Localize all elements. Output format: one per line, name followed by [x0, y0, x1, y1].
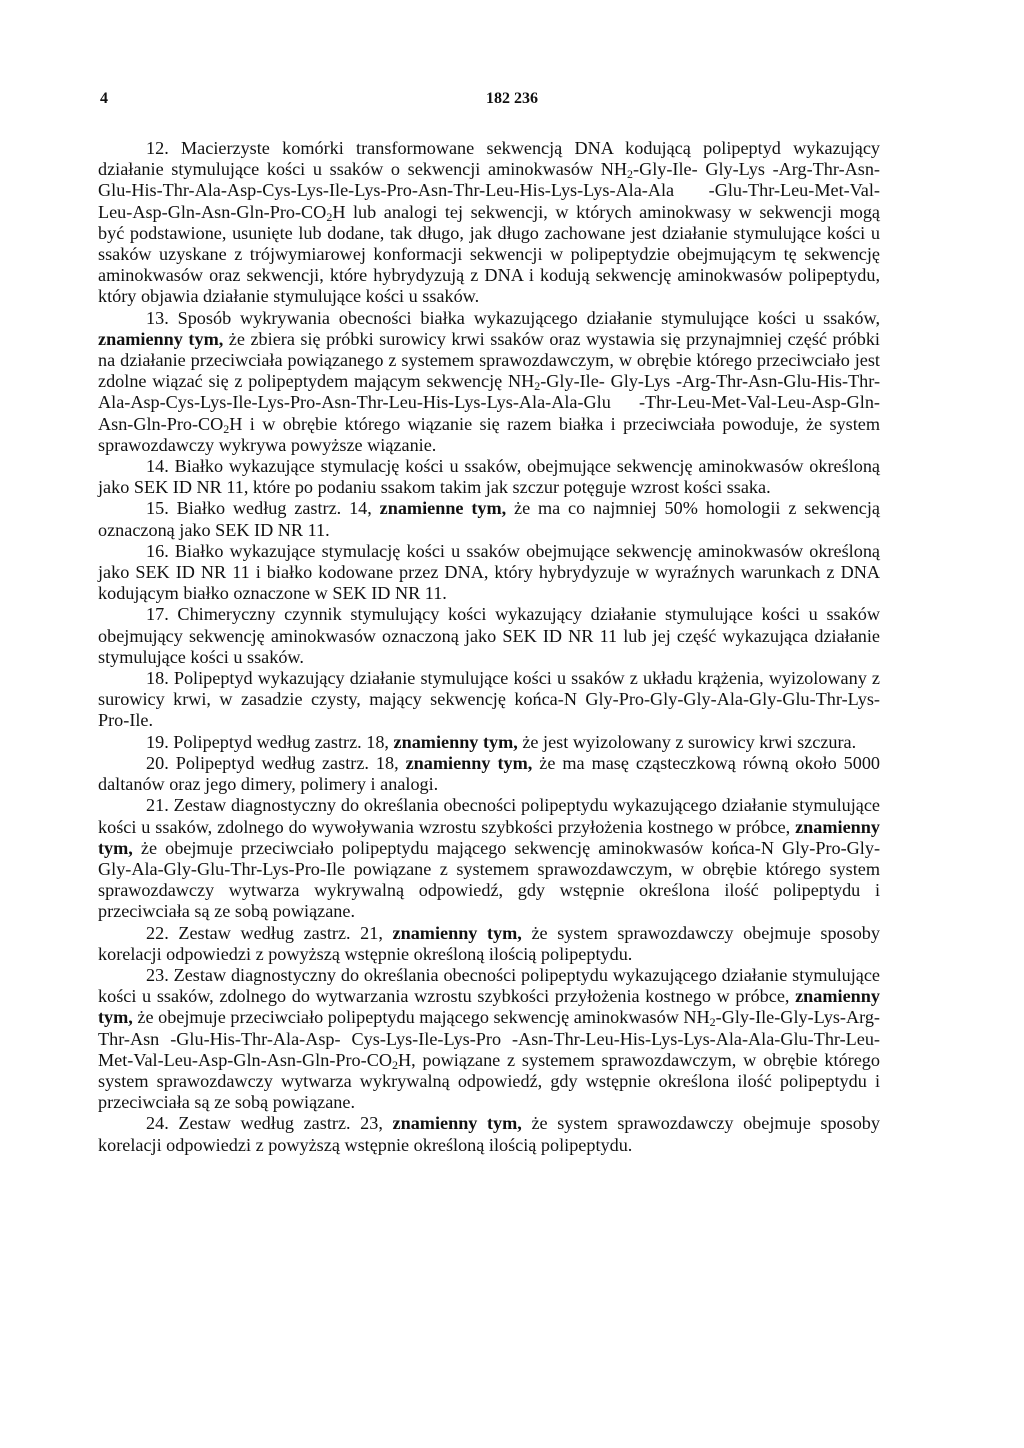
claim-21: [98, 795, 880, 922]
claim-16: [98, 541, 880, 605]
claim-text: 15. Białko według zastrz. 14,: [146, 498, 380, 519]
claim-keyword: znamienny tym,: [392, 1113, 522, 1134]
claim-text: 22. Zestaw według zastrz. 21,: [146, 922, 393, 943]
claim-keyword: znamienny tym,: [392, 922, 522, 943]
claim-text: 16. Białko wykazujące stymulację kości u ssaków obejmujące sekwencję aminokwasów określoną jako SEK ID NR 11 i białko kodowane przez DNA, który hybrydyzuje w wyraźnych warunkach z DNA kodującym białko oznaczone w SEK ID NR 11.: [98, 540, 880, 604]
claim-17: [98, 604, 880, 668]
claim-14: [98, 456, 880, 498]
claim-text: H i w obrębie którego wiązanie się razem białka i przeciwciała powoduje, że system sprawozdawczy wykrywa powyższe wiązanie.: [98, 413, 880, 455]
page-header: [0, 90, 1024, 114]
claim-20: [98, 753, 880, 795]
claim-text: H, powiązane z systemem sprawozdawczym, w obrębie którego system sprawozdawczy wytwarza wykrywalną odpowiedź, gdy wstępnie określona ilość polipeptydu i przeciwciała są ze sobą powiązane.: [98, 1049, 880, 1113]
subscript: 2: [223, 421, 230, 436]
subscript: 2: [709, 1015, 716, 1030]
claim-text: 19. Polipeptyd według zastrz. 18,: [146, 731, 394, 752]
claim-18: [98, 668, 880, 732]
claim-keyword: znamienny tym,: [98, 986, 880, 1028]
claim-keyword: znamienne tym,: [379, 498, 507, 519]
claim-text: 20. Polipeptyd według zastrz. 18,: [146, 752, 406, 773]
claim-text: 21. Zestaw diagnostyczny do określania obecności polipeptydu wykazującego działanie stymulujące kości u ssaków, zdolnego do wywoływania wzrostu szybkości przyłożenia kostnego w próbce,: [98, 795, 880, 837]
claim-text: -Gly-Ile- Gly-Lys -Arg-Thr-Asn-Glu-His-Thr-Ala-Asp-Cys-Lys-Ile-Lys-Pro-Asn-Thr-Leu-His-Lys-Lys-Ala-Ala -Glu-Thr-Leu-Met-Val-Leu-Asp-Gln-Asn-Gln-Pro-CO: [98, 159, 880, 222]
claim-text: H lub analogi tej sekwencji, w których aminokwasy w sekwencji mogą być podstawione, usunięte lub dodane, tak długo, jak długo zachowane jest działanie stymulujące kości u ssaków uzyskane z trójwymiarowej konformacji sekwencji w polipeptydzie obejmującym tę sekwencję aminokwasów oraz sekwencji, które hybrydyzują z DNA i kodują sekwencję aminokwasów polipeptydu, który objawia działanie stymulujące kości u ssaków.: [98, 201, 880, 307]
document-number: 182 236: [486, 90, 538, 107]
claim-text: że ma masę cząsteczkową równą około 5000 daltanów oraz jego dimery, polimery i analogi.: [98, 752, 881, 795]
claim-text: że obejmuje przeciwciało polipeptydu mającego sekwencję aminokwasów NH: [132, 1007, 710, 1028]
page-number: 4: [100, 90, 108, 107]
claim-text: 18. Polipeptyd wykazujący działanie stymulujące kości u ssaków z układu krążenia, wyizolowany z surowicy krwi, w zasadzie czysty, mający sekwencję końca-N Gly-Pro-Gly-Gly-Ala-Gly-Glu-Thr-Lys-Pro-Ile.: [98, 668, 880, 731]
claim-keyword: znamienny tym,: [98, 328, 224, 349]
subscript: 2: [627, 167, 634, 182]
claim-text: 23. Zestaw diagnostyczny do określania obecności polipeptydu wykazującego działanie stymulujące kości u ssaków, zdolnego do wytwarzania wzrostu szybkości przyłożenia kostnego w próbce,: [98, 964, 880, 1007]
claim-24: [98, 1113, 880, 1155]
claim-12: [98, 138, 880, 308]
claim-text: że system sprawozdawczy obejmuje sposoby korelacji odpowiedzi z powyższą wstępnie określoną ilością polipeptydu.: [98, 1113, 880, 1155]
claim-13: [98, 308, 880, 456]
claim-text: że zbiera się próbki surowicy krwi ssaków oraz wystawia się przynajmniej część próbki na działanie przeciwciała powiązanego z systemem sprawozdawczym, w obrębie którego przeciwciało jest zdolne wiązać się z polipeptydem mającym sekwencję NH: [98, 328, 880, 392]
claims-body: [98, 138, 880, 1156]
claim-22: [98, 923, 880, 965]
claim-keyword: znamienny tym,: [98, 816, 880, 858]
claim-text: że ma co najmniej 50% homologii z sekwencją oznaczoną jako SEK ID NR 11.: [98, 498, 880, 540]
claim-text: 17. Chimeryczny czynnik stymulujący kości wykazujący działanie stymulujące kości u ssaków obejmujący sekwencję aminokwasów oznaczoną jako SEK ID NR 11 lub jej część wykazująca działanie stymulujące kości u ssaków.: [98, 604, 880, 667]
claim-text: że jest wyizolowany z surowicy krwi szczura.: [517, 731, 857, 752]
subscript: 2: [534, 379, 541, 394]
claim-text: że obejmuje przeciwciało polipeptydu mającego sekwencję aminokwasów końca-N Gly-Pro-Gly-Gly-Ala-Gly-Glu-Thr-Lys-Pro-Ile powiązane z systemem sprawozdawczym, w obrębie którego system sprawozdawczy wytwarza wykrywalną odpowiedź, gdy wstępnie określona ilość polipeptydu i przeciwciała są ze sobą powiązane.: [98, 837, 880, 922]
claim-text: 14. Białko wykazujące stymulację kości u ssaków, obejmujące sekwencję aminokwasów określoną jako SEK ID NR 11, które po podaniu ssakom takim jak szczur potęguje wzrost kości ssaka.: [98, 456, 880, 498]
claim-keyword: znamienny tym,: [393, 731, 518, 752]
claim-text: -Gly-Ile- Gly-Lys -Arg-Thr-Asn-Glu-His-Thr-Ala-Asp-Cys-Lys-Ile-Lys-Pro-Asn-Thr-Leu-His-Lys-Lys-Ala-Ala-Glu -Thr-Leu-Met-Val-Leu-Asp-Gln-Asn-Gln-Pro-CO: [98, 371, 880, 434]
subscript: 2: [326, 209, 333, 224]
claim-15: [98, 498, 880, 540]
claim-keyword: znamienny tym,: [405, 752, 533, 773]
claim-text: że system sprawozdawczy obejmuje sposoby korelacji odpowiedzi z powyższą wstępnie określoną ilością polipeptydu.: [98, 922, 880, 964]
claim-19: [98, 732, 880, 753]
claim-23: [98, 965, 880, 1113]
claim-text: 12. Macierzyste komórki transformowane sekwencją DNA kodującą polipeptyd wykazujący działanie stymulujące kości u ssaków o sekwencji aminokwasów NH: [98, 138, 880, 180]
subscript: 2: [391, 1057, 398, 1072]
claim-text: 24. Zestaw według zastrz. 23,: [146, 1113, 393, 1134]
claim-text: -Gly-Ile-Gly-Lys-Arg-Thr-Asn -Glu-His-Thr-Ala-Asp- Cys-Lys-Ile-Lys-Pro -Asn-Thr-Leu-His-Lys-Lys-Ala-Ala-Glu-Thr-Leu-Met-Val-Leu-Asp-Gln-Asn-Gln-Pro-CO: [98, 1007, 880, 1070]
claim-text: 13. Sposób wykrywania obecności białka wykazującego działanie stymulujące kości u ssaków,: [146, 307, 880, 328]
